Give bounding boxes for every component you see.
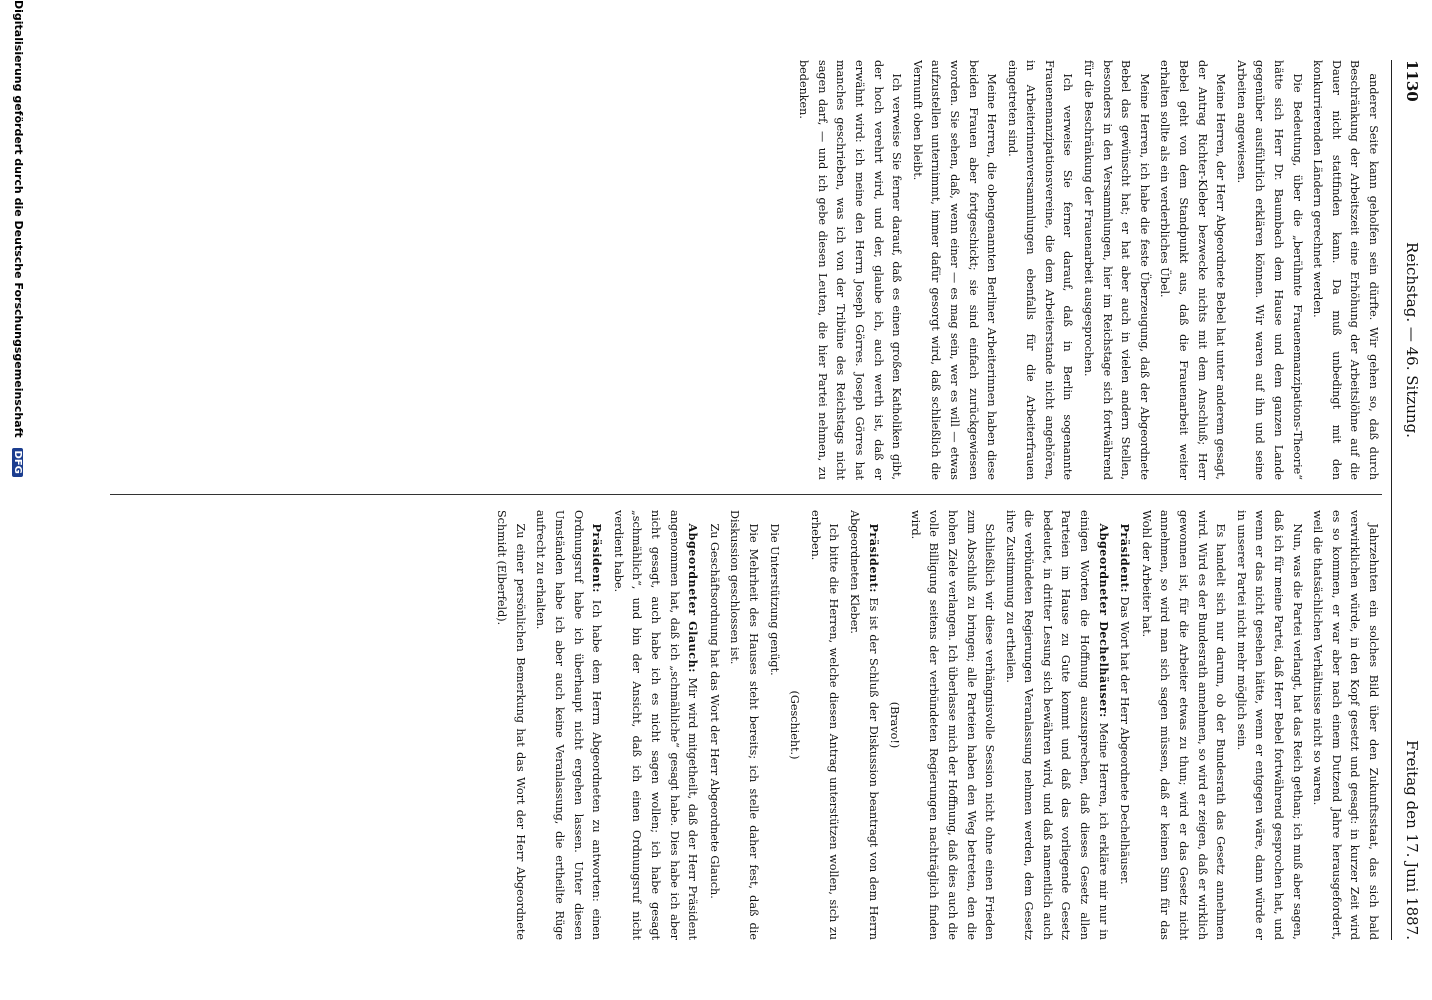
paragraph: Die Bedeutung, über die „berühmte Frauenemanzipations-Theorie“ hätte sich Herr Dr. Baumbach dem Hause und dem ganzen Lande gegenüber ausführlich erklären können. Wir waren auf ihn und seine Arbeiten angewiesen. [1234,60,1304,480]
paragraph: Präsident: Es ist der Schluß der Diskussion beantragt von dem Herrn Abgeordneten Kleber. [847,510,881,940]
paragraph: Nun, was die Partei verlangt, hat das Reich gethan; ich muß aber sagen, daß ich für meine Partei, daß Herr Bebel fortwährend gesprochen hat, und wenn er das nicht gesehen hätte, wenn er entgegen wäre, dann würde er in unserer Partei nicht mehr möglich sein. [1234,510,1304,940]
speaker-name: Abgeordneter Glauch: [686,523,701,673]
paragraph: Meine Herren, ich habe die feste Überzeugung, daß der Abgeordnete Bebel das gewünscht hat; er hat aber auch in vielen andern Stellen, besonders in den Versammlungen, hier im Reichstage sich fortwährend für die Beschränkung der Frauenarbeit ausgesprochen. [1082,60,1151,480]
page-header [1392,60,1432,940]
paragraph: Meine Herren, die obengenannten Berliner Arbeiterinnen haben diese beiden Frauen aber fortgeschickt; sie sind einfach zurückgewiesen worden. Sie sehen, daß, wenn einer — es mag sein, wer es will — etwas aufzustellen unternimmt, immer dafür gesorgt wird, daß schließlich die Vernunft oben bleibt. [910,60,999,480]
paragraph: Zu Geschäftsordnung hat das Wort der Herr Abgeordnete Glauch. [707,523,721,899]
paragraph: (Geschieht.) [788,690,802,760]
paragraph: Die Mehrheit des Hauses steht bereits; ich stelle daher fest, daß die Diskussion geschlossen ist. [728,510,760,940]
paragraph: Ich verweise Sie ferner darauf, daß in Berlin sogenannte Frauenemanzipationsvereine, die dem Arbeiterstande nicht angehören, in Arbeiterinnenversammlungen ebenfalls für die Arbeiterfrauen eingetreten sind. [1005,60,1075,480]
speaker-name: Präsident: [866,523,881,593]
paragraph: Jahrzehnten ein solches Bild über den Zukunftsstaat, das sich bald verwirklichen würde, in den Kopf gesetzt und gesagt: in kurzer Zeit wird es so kommen, er war aber nach einem Dutzend Jahre herausgefordert, weil die thatsächlichen Verhältnisse nicht so waren. [1311,510,1380,940]
credit-text: Digitalisierung gefördert durch die Deutsche Forschungsgemeinschaft [12,0,25,438]
paragraph: Abgeordneter Glauch: Mir wird mitgetheilt, daß der Herr Präsident angenommen hat, daß ich „schmähliche“ gesagt habe. Dies habe ich aber nicht gesagt, auch habe ich es nicht sagen wollen; ich habe gesagt „schmählich“, und bin der Ansicht, daß ich einen Ordnungsruf nicht verdient habe. [611,510,701,940]
digitization-credit [12,0,25,477]
header-rule [1391,60,1392,940]
speaker-name: Abgeordneter Dechelhäuser: [1096,523,1111,718]
right-column [110,510,1382,940]
session-date: Freitag den 17. Juni 1887. [1403,740,1421,940]
paragraph: (Bravo!) [888,701,902,749]
page-number: 1130 [1403,60,1421,102]
paragraph: Präsident: Das Wort hat der Herr Abgeordnete Dechelhäuser. [1118,523,1133,885]
paragraph: Es handelt sich nur darum, ob der Bundesrath das Gesetz annehmen wird. Wird es der Bundesrath annehmen, so wird er zeigen, daß er wirklich gewonnen ist, für die Arbeiter etwas zu thun; wird er das Gesetz nicht annehmen, so wird man sich sagen müssen, daß er keinen Sinn für das Wohl der Arbeiter hat. [1139,510,1228,940]
paragraph: Zu einer persönlichen Bemerkung hat das Wort der Herr Abgeordnete Schmidt (Elberfeld). [495,510,527,940]
speaker-name: Präsident: [1118,523,1133,593]
paragraph: Ich bitte die Herren, welche diesen Antrag unterstützen wollen, sich zu erheben. [808,510,841,940]
paragraph: Ich verweise Sie ferner darauf, daß es einen großen Katholiken gibt, der hoch verehrt wird, und der, glaube ich, auch werth ist, daß er erwähnt wird: ich meine den Herrn Joseph Görres. Joseph Görres hat manches geschrieben, was ich von der Tribüne des Reichstags nicht sagen darf, — und ich gebe diesen Leuten, die hier Partei nehmen, zu bedenken. [797,60,904,480]
dfg-logo: DFG [12,448,23,477]
paragraph: Meine Herren, der Herr Abgeordnete Bebel hat unter anderem gesagt, der Antrag Richter-Kleber bezwecke nichts mit dem Anschluß; Herr Bebel geht von dem Standpunkt aus, daß die Frauenarbeit weiter erhalten sollte als ein verderbliches Übel. [1158,60,1228,480]
paragraph: anderer Seite kann geholfen sein dürfte. Wir gehen so, daß durch Beschränkung der Arbeitszeit eine Erhöhung der Arbeitslöhne auf die Dauer nicht stattfinden kann. Da muß unbedingt mit den konkurrierenden Ländern gerechnet werden. [1311,60,1380,480]
running-title: Reichstag. — 46. Sitzung. [1403,242,1421,438]
column-divider [110,494,1382,495]
paragraph: Die Unterstützung genügt. [767,523,781,676]
paragraph: Präsident: Ich habe dem Herrn Abgeordneten zu antworten: einen Ordnungsruf habe ich überhaupt nicht ergehen lassen. Unter diesen Umständen habe ich aber auch keine Veranlassung, die ertheilte Rüge aufrecht zu erhalten. [534,510,605,940]
paragraph: Schließlich wir diese verhängnisvolle Session nicht ohne einen Frieden zum Abschluß zu bringen; alle Parteien haben den Weg betreten, den die hohen Ziele verlangen. Ich überlasse mich der Hoffnung, daß dies auch die volle Billigung seitens der verbündeten Regierungen nachträglich finden wird. [908,510,997,940]
speaker-name: Präsident: [590,523,605,593]
paragraph: Abgeordneter Dechelhäuser: Meine Herren, ich erkläre mir nur in einigen Worten die Hoffnung auszusprechen, daß dieses Gesetz allen Parteien im Hause zu Gute kommt und daß das vorliegende Gesetz bedeutet, in dritter Lesung sich bewähren wird, und daß namentlich auch die verbündeten Regierungen Veranlassung nehmen werden, dem Gesetz ihre Zustimmung zu ertheilen. [1003,510,1111,940]
left-column [110,60,1382,480]
